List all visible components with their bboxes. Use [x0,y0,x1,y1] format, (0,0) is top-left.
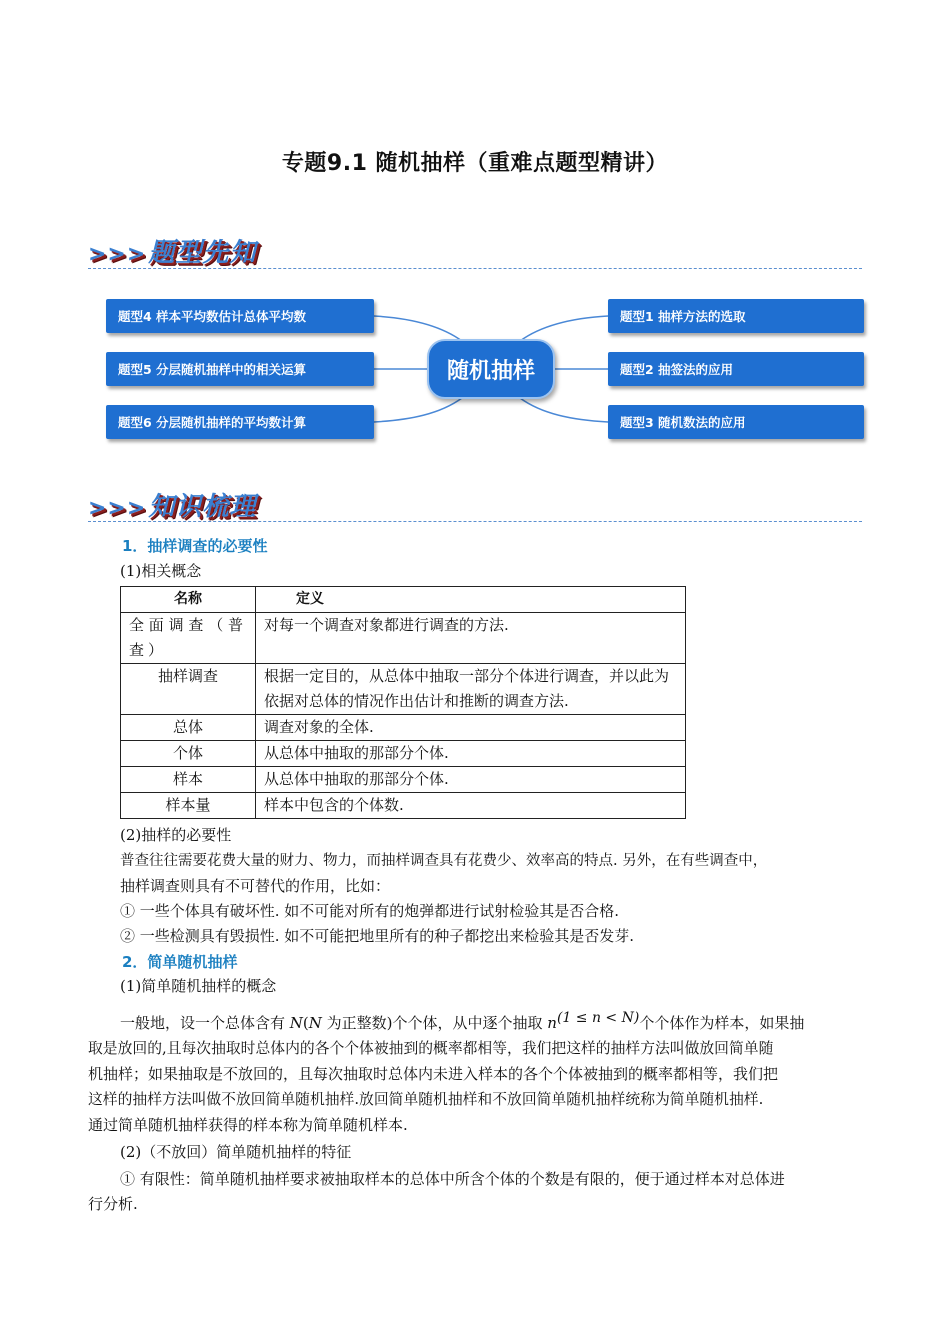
table-cell: 个体 [121,741,256,767]
paragraph-line: ① 有限性：简单随机抽样要求被抽取样本的总体中所含个体的个数是有限的，便于通过样本对总体进 [120,1170,785,1188]
list-item: ① 一些个体具有破坏性. 如不可能对所有的炮弹都进行试射检验其是否合格. [120,902,620,920]
banner-knowledge [88,486,256,523]
paragraph-line: 机抽样；如果抽取是不放回的，且每次抽取时总体内未进入样本的各个个体被抽到的概率都相等，我们把 [88,1065,779,1083]
paragraph-line: 行分析. [88,1195,138,1213]
subheading: (1)相关概念 [120,562,202,580]
section-heading-2: 2．简单随机抽样 [122,953,238,971]
banner-arrows: >>> [88,242,147,267]
table-row [121,767,686,793]
table-cell: 样本量 [121,793,256,819]
math-inequality: (1 ≤ n < N) [556,1010,640,1026]
mindmap-node-type3: 题型3 随机数法的应用 [608,405,864,439]
table-header: 定义 [256,587,686,613]
mindmap-node-type2: 题型2 抽签法的应用 [608,352,864,386]
subheading: (1)简单随机抽样的概念 [120,977,277,995]
text: ( [302,1014,309,1032]
mindmap-center: 随机抽样 [427,339,555,399]
math-var: N [308,1014,322,1032]
subheading: (2)（不放回）简单随机抽样的特征 [120,1143,352,1161]
mindmap-node-type4: 题型4 样本平均数估计总体平均数 [106,299,374,333]
table-header: 名称 [121,587,256,613]
banner-label: 题型先知 [148,238,257,268]
paragraph-line [120,1010,804,1037]
table-cell: 从总体中抽取的那部分个体. [256,741,686,767]
table-row [121,613,686,664]
math-var: n [547,1014,557,1032]
list-item: ② 一些检测具有毁损性. 如不可能把地里所有的种子都挖出来检验其是否发芽. [120,927,635,945]
table-cell: 对每一个调查对象都进行调查的方法. [256,613,686,664]
page-title: 专题9.1 随机抽样（重难点题型精讲） [281,151,669,176]
table-row [121,793,686,819]
divider [88,521,862,522]
subheading: (2)抽样的必要性 [120,826,232,844]
text: 个个体作为样本，如果抽 [639,1014,805,1032]
banner-arrows: >>> [88,496,147,521]
paragraph-line: 取是放回的,且每次抽取时总体内的各个个体被抽到的概率都相等，我们把这样的抽样方法叫做放回简单随 [88,1040,774,1057]
table-cell: 调查对象的全体. [256,715,686,741]
definitions-table [120,586,686,819]
paragraph-line: 通过简单随机抽样获得的样本称为简单随机样本. [88,1116,408,1134]
banner-label: 知识梳理 [148,492,257,522]
table-cell: 样本 [121,767,256,793]
table-cell: 根据一定目的，从总体中抽取一部分个体进行调查，并以此为依据对总体的情况作出估计和推断的调查方法. [256,664,686,715]
table-cell: 抽样调查 [121,664,256,715]
section-heading-1: 1．抽样调查的必要性 [122,537,268,555]
table-cell: 全面调查（普查） [121,613,256,664]
mindmap-node-type5: 题型5 分层随机抽样中的相关运算 [106,352,374,386]
text: 一般地，设一个总体含有 [120,1014,290,1032]
mindmap-node-type1: 题型1 抽样方法的选取 [608,299,864,333]
table-header-row [121,587,686,613]
paragraph-line: 抽样调查则具有不可替代的作用，比如： [120,877,391,895]
math-var: N [289,1014,303,1032]
paragraph-line: 普查往往需要花费大量的财力、物力，而抽样调查具有花费少、效率高的特点. 另外，在有些调查中， [120,853,768,869]
table-cell: 样本中包含的个体数. [256,793,686,819]
table-row [121,741,686,767]
paragraph-line: 这样的抽样方法叫做不放回简单随机抽样.放回简单随机抽样和不放回简单随机抽样统称为简单随机抽样. [88,1091,764,1108]
table-cell: 总体 [121,715,256,741]
mindmap-node-type6: 题型6 分层随机抽样的平均数计算 [106,405,374,439]
table-row [121,664,686,715]
table-row [121,715,686,741]
table-cell: 从总体中抽取的那部分个体. [256,767,686,793]
text: 为正整数)个个体，从中逐个抽取 [321,1014,548,1032]
